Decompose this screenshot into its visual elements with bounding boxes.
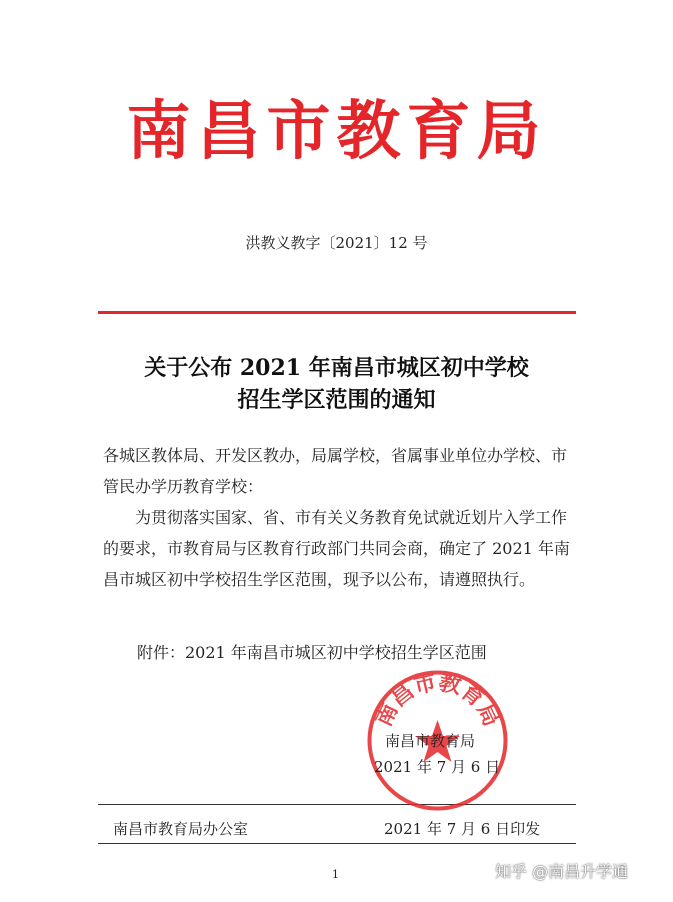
red-divider (98, 311, 576, 314)
notice-title-line1: 关于公布 2021 年南昌市城区初中学校 (144, 355, 529, 381)
print-date: 2021 年 7 月 6 日印发 (384, 820, 541, 838)
addressee: 各城区教体局、开发区教办，局属学校，省属事业单位办学校、市管民办学历教育学校： (103, 446, 568, 496)
issuing-office: 南昌市教育局办公室 (113, 820, 249, 838)
svg-text:南昌市教育局: 南昌市教育局 (370, 669, 505, 731)
notice-title-line2: 招生学区范围的通知 (237, 387, 436, 413)
document-number: 洪教义教字〔2021〕12 号 (245, 234, 428, 252)
body-paragraph: 为贯彻落实国家、省、市有关义务教育免试就近划片入学工作的要求，市教育局与区教育行政部门共同会商，确定了 2021 年南昌市城区初中学校招生学区范围，现予以公布，请遵照执行。 (103, 508, 570, 589)
attachment-link[interactable]: 附件：2021 年南昌市城区初中学校招生学区范围 (137, 643, 487, 662)
signature-name: 南昌市教育局 (385, 732, 476, 750)
masthead: 南昌市教育局 (126, 95, 547, 169)
page-number: 1 (332, 868, 339, 881)
signature-date: 2021 年 7 月 6 日 (374, 758, 501, 776)
watermark: 知乎 @南昌升学通 (495, 862, 629, 881)
footer-divider-bottom (98, 843, 576, 844)
